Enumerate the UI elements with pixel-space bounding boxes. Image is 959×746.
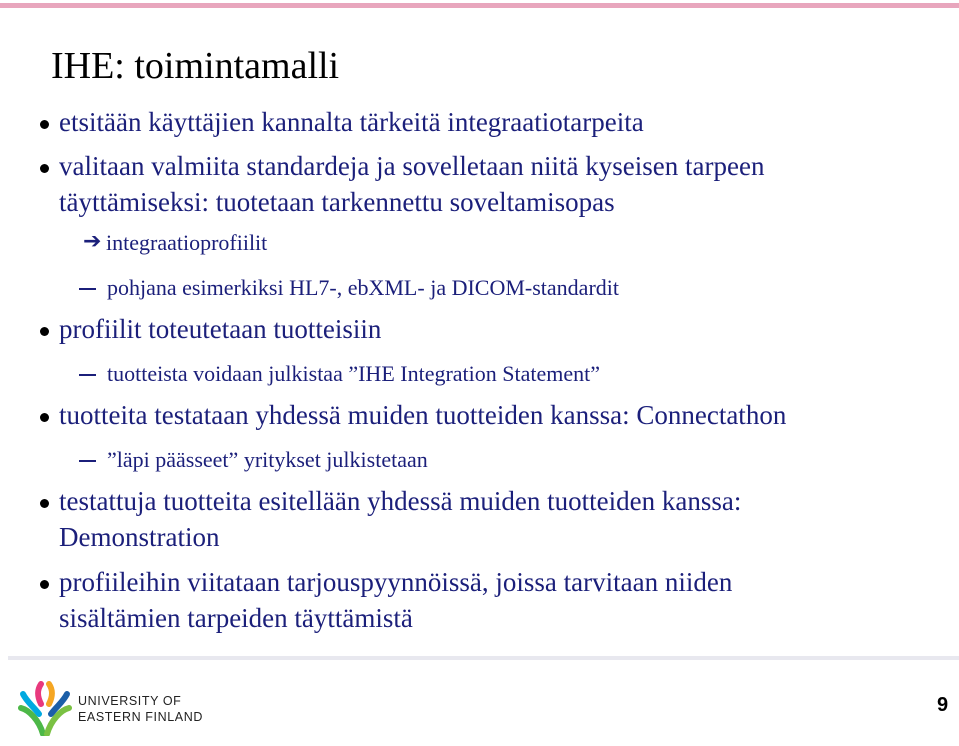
bullet-dot [40,120,49,129]
bullet-dot [40,164,49,173]
bullet-text: profiileihin viitataan tarjouspyynnöissä, joissa tarvitaan niiden [59,567,733,597]
bullet-dot [40,580,49,589]
sub-item-text: pohjana esimerkiksi HL7-, ebXML- ja DICOM-standardit [107,275,619,300]
sub-item-text: ”läpi päässeet” yritykset julkistetaan [107,447,428,472]
top-accent-rule [0,3,959,8]
university-name-line1: UNIVERSITY OF [78,694,182,708]
university-name-line2: EASTERN FINLAND [78,710,203,724]
dash-icon [79,374,96,376]
bullet-text-continued: sisältämien tarpeiden täyttämistä [59,603,413,633]
university-logo-icon [17,680,73,736]
dash-icon [79,460,96,462]
slide-title: IHE: toimintamalli [51,45,340,87]
bullet-text: testattuja tuotteita esitellään yhdessä muiden tuotteiden kanssa: [59,486,742,516]
arrow-item-text: integraatioprofiilit [106,230,268,255]
bullet-text: tuotteita testataan yhdessä muiden tuotteiden kanssa: Connectathon [59,400,787,430]
footer-divider [8,656,959,660]
bullet-dot [40,499,49,508]
page-number: 9 [937,694,949,716]
bullet-text: etsitään käyttäjien kannalta tärkeitä integraatiotarpeita [59,107,644,137]
bullet-dot [40,413,49,422]
university-name [78,693,203,725]
bullet-text: profiilit toteutetaan tuotteisiin [59,314,382,344]
bullet-text-continued: täyttämiseksi: tuotetaan tarkennettu soveltamisopas [59,187,615,217]
bullet-text: valitaan valmiita standardeja ja sovelletaan niitä kyseisen tarpeen [59,151,765,181]
bullet-text-continued: Demonstration [59,522,220,552]
sub-item-text: tuotteista voidaan julkistaa ”IHE Integration Statement” [107,361,601,386]
dash-icon [79,288,96,290]
arrow-right-icon: ➔ [83,229,102,254]
bullet-dot [40,327,49,336]
